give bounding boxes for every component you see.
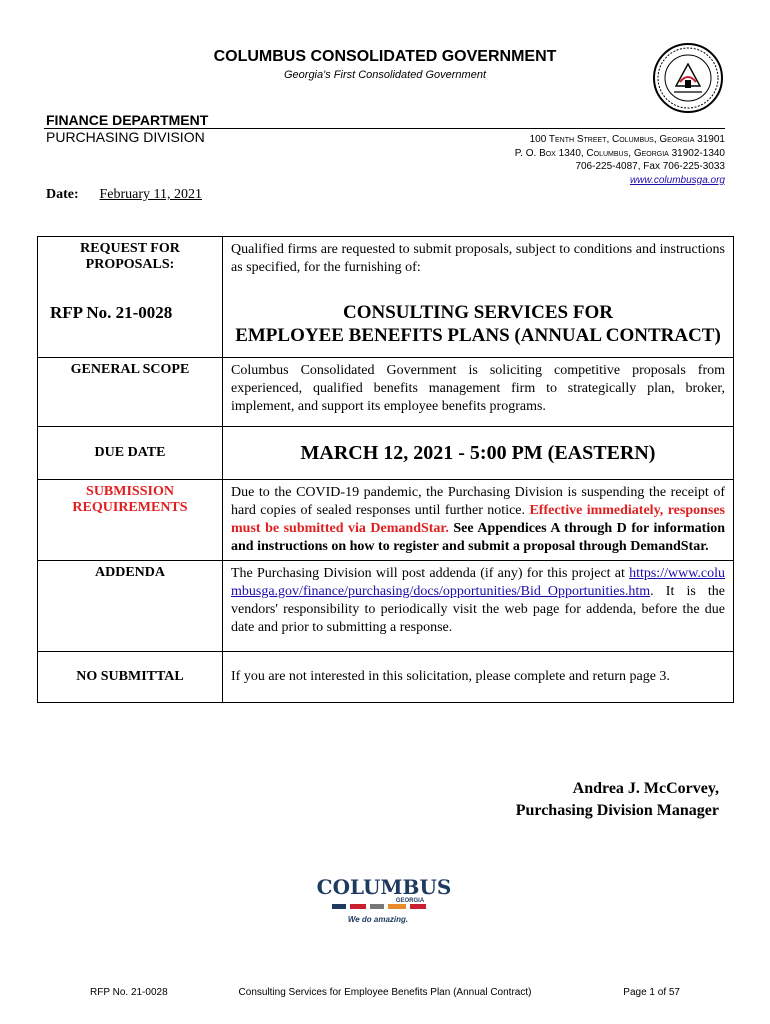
scope-text: Columbus Consolidated Government is soliciting competitive proposals from experienced, qualified benefits management firm to strategically plan, broker, implement, and support its employee benefits programs. — [223, 358, 734, 427]
submission-label: SUBMISSION REQUIREMENTS — [38, 480, 223, 561]
addenda-text-2: . It is the vendors' responsibility to periodically visit the web page for addenda, before the due date and prior to submitting a response. — [231, 584, 725, 635]
no-submittal-label: NO SUBMITTAL — [38, 652, 223, 703]
city-seal-icon — [652, 42, 724, 114]
request-text: Qualified firms are requested to submit proposals, subject to conditions and instructions as specified, for the furnishing of: — [223, 237, 734, 282]
org-title: COLUMBUS CONSOLIDATED GOVERNMENT — [213, 48, 557, 65]
due-date-value: MARCH 12, 2021 - 5:00 PM (EASTERN) — [223, 427, 734, 480]
submission-text-bold: See Appendices A through D for information and instructions on how to register and submit a proposal through DemandStar. — [231, 521, 726, 554]
department-name: FINANCE DEPARTMENT — [46, 112, 209, 128]
no-submittal-text: If you are not interested in this solicitation, please complete and return page 3. — [223, 652, 734, 703]
addenda-text-1: The Purchasing Division will post addenda (if any) for this project at — [231, 566, 625, 581]
footer-page-number: Page 1 of 57 — [623, 987, 680, 998]
logo-tagline: We do amazing. — [347, 915, 409, 924]
submission-text-plain: Due to the COVID-19 pandemic, the Purchasing Division is suspending the receipt of hard copies of sealed responses until further notice. — [231, 485, 725, 518]
submission-text — [223, 480, 734, 561]
columbus-logo-icon — [316, 872, 452, 932]
submission-text-red: Effective immediately, responses must be submitted via DemandStar. — [231, 503, 726, 536]
address-line-1: 100 Tenth Street, Columbus, Georgia 31901 — [529, 134, 725, 145]
due-date-label: DUE DATE — [38, 427, 223, 480]
address-line-2: P. O. Box 1340, Columbus, Georgia 31902-1340 — [514, 147, 725, 159]
division-name: PURCHASING DIVISION — [46, 129, 205, 145]
signature-block — [516, 778, 719, 822]
addenda-label: ADDENDA — [38, 561, 223, 652]
org-subtitle: Georgia's First Consolidated Government — [283, 69, 487, 81]
rfp-title-line-2: EMPLOYEE BENEFITS PLANS (ANNUAL CONTRACT) — [235, 325, 721, 346]
date-value: February 11, 2021 — [99, 187, 203, 202]
addenda-text — [223, 561, 734, 652]
scope-label: GENERAL SCOPE — [38, 358, 223, 427]
footer-rfp-number: RFP No. 21-0028 — [90, 987, 168, 998]
rfp-title — [223, 281, 734, 358]
rfp-summary-table — [37, 236, 734, 703]
address-block — [515, 133, 725, 187]
date-label: Date: — [46, 187, 79, 202]
phone-fax: 706-225-4087, Fax 706-225-3033 — [575, 161, 725, 172]
rfp-title-line-1: CONSULTING SERVICES FOR — [343, 302, 613, 323]
logo-word: COLUMBUS — [316, 875, 452, 899]
rfp-number: RFP No. 21-0028 — [38, 281, 223, 358]
logo-state: GEORGIA — [395, 898, 425, 904]
footer-title: Consulting Services for Employee Benefits Plan (Annual Contract) — [238, 987, 532, 998]
signer-title: Purchasing Division Manager — [515, 802, 719, 819]
date-row — [46, 187, 202, 203]
addenda-link[interactable]: https://www.columbusga.gov/finance/purchasing/docs/opportunities/Bid_Opportunities.htm — [231, 566, 725, 599]
website-link[interactable]: www.columbusga.org — [629, 174, 725, 186]
signer-name: Andrea J. McCorvey, — [572, 780, 719, 797]
request-label: REQUEST FOR PROPOSALS: — [38, 237, 223, 282]
